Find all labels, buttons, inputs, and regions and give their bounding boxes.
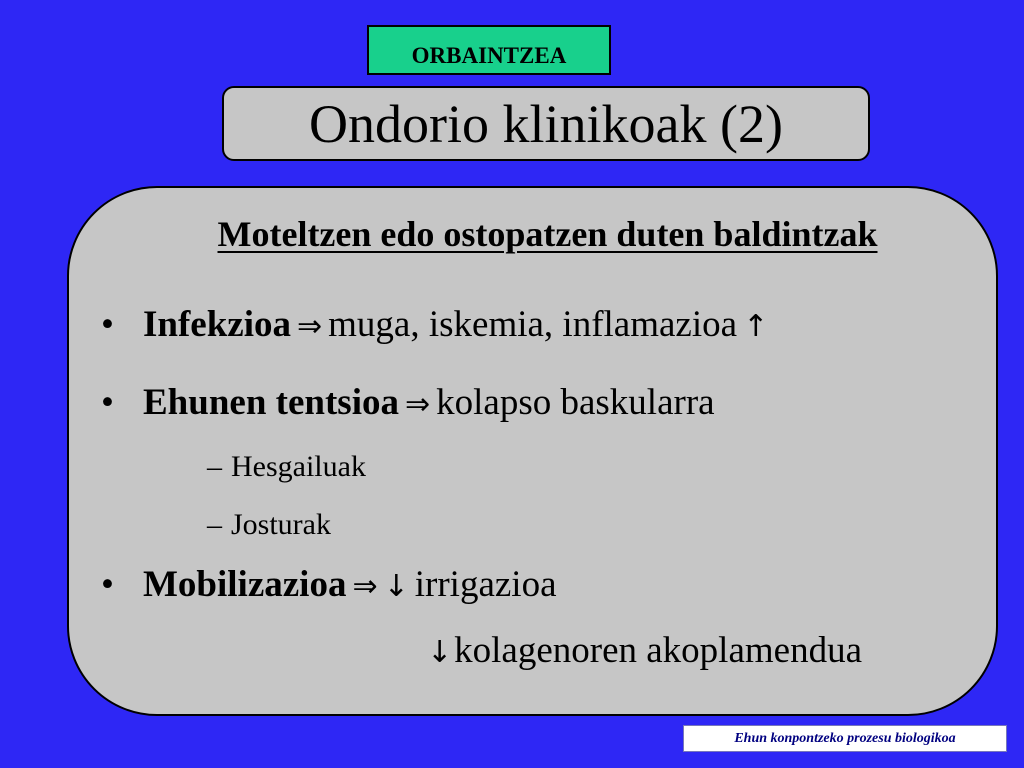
bullet-item-mobilizazioa <box>101 563 557 606</box>
subitem-text: Hesgailuak <box>231 450 366 483</box>
section-tag: ORBAINTZEA <box>367 25 611 75</box>
bullet-continuation <box>427 629 862 672</box>
up-arrow-icon: ↑ <box>743 309 769 344</box>
bullet-marker: • <box>101 382 114 423</box>
bullet-term: Ehunen tentsioa <box>143 382 399 423</box>
bullet-item-infekzioa <box>101 303 774 346</box>
bullet-term: Infekzioa <box>143 304 291 345</box>
dash-marker: – <box>207 508 222 541</box>
bullet-text: kolapso baskularra <box>436 382 715 423</box>
implies-arrow-icon: ⇒ <box>297 309 323 344</box>
subitem-text: Josturak <box>231 508 331 541</box>
footer-caption: Ehun konpontzeko prozesu biologikoa <box>683 725 1007 752</box>
slide-title-text: Ondorio klinikoak (2) <box>309 93 783 154</box>
down-arrow-icon: ↓ <box>427 635 453 670</box>
content-panel <box>67 186 998 716</box>
bullet-marker: • <box>101 564 114 605</box>
bullet-text: irrigazioa <box>414 564 557 605</box>
continuation-text: kolagenoren akoplamendua <box>454 630 863 671</box>
bullet-item-ehunen-tentsioa <box>101 381 715 424</box>
implies-arrow-icon: ⇒ <box>352 569 378 604</box>
bullet-text: muga, iskemia, inflamazioa <box>328 304 738 345</box>
subitem-josturak <box>207 508 331 542</box>
slide-title <box>222 86 870 161</box>
down-arrow-icon: ↓ <box>383 569 409 604</box>
bullet-marker: • <box>101 304 114 345</box>
subitem-hesgailuak <box>207 450 366 484</box>
implies-arrow-icon: ⇒ <box>404 387 431 422</box>
dash-marker: – <box>207 450 222 483</box>
content-heading: Moteltzen edo ostopatzen duten baldintzak <box>217 214 878 254</box>
bullet-term: Mobilizazioa <box>143 564 347 605</box>
